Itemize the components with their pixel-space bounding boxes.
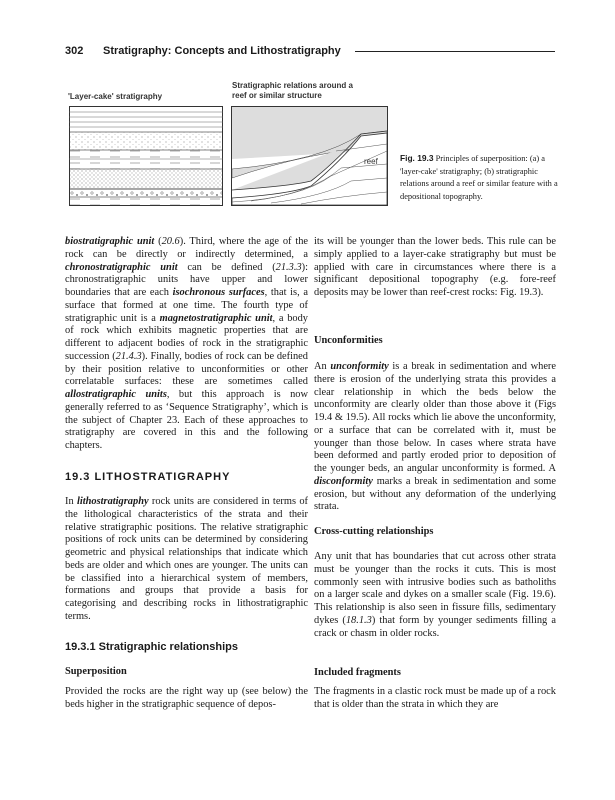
paragraph [65,236,308,453]
subheading-included-fragments: Included fragments [314,667,401,678]
text-run: , but this approach is now generally referred to as ‘Sequence Stratigraphy’, which is the subject of Chapter 23. Each of these approaches to stratigraphy are covered in this and the following chapters. [65,389,308,451]
caption-label: Fig. 19.3 [400,153,434,163]
paragraph [65,496,308,624]
layer-cake-diagram [69,106,224,207]
key-term: allostratigraphic units [65,389,167,400]
paragraph [65,686,308,712]
text-run: its will be younger than the lower beds. This rule can be simply applied to a layer-cake stratigraphy but must be applied with care in circumstances where there is a significant depositional topography (e.g. fore-reef deposits may be lower than reef-crest rocks: Fig. 19.3). [314,236,556,298]
key-term: unconformity [330,361,389,372]
section-heading: 19.3 LITHOSTRATIGRAPHY [65,471,231,483]
text-run: , that is, a surface that formed at one time. The fourth type of stratigraphic unit is a [65,287,308,324]
paragraph [314,361,556,514]
key-term: lithostratigraphy [76,496,149,507]
key-term: disconformity [314,475,373,487]
text-run: In [65,496,77,507]
figure-panel-a-title: 'Layer-cake' stratigraphy [68,92,163,101]
panel-b-title-line: reef or similar structure [232,91,322,100]
paragraph [314,686,556,712]
text-run: ). Finally, bodies of rock can be defined by their position relative to unconformities or other correlatable surfaces: these are sometimes called [65,350,308,388]
text-run: An [314,361,331,372]
text-run: ): chronostratigraphic units have upper and lower boundaries that are each [65,261,308,298]
header-rule [355,51,555,52]
caption-text: Principles of superposition: (a) a 'layer-cake' stratigraphy; (b) stratigraphic relations around a reef or similar feature with a depositional topography. [400,154,558,201]
text-run: Provided the rocks are the right way up (see below) the beds higher in the stratigraphic sequence of depos- [65,686,308,710]
text-run: marks a break in sedimentation and some erosion, but without any deformation of the underlying strata. [314,475,556,513]
subheading-unconformities: Unconformities [314,335,383,346]
text-run: ) that form by younger sediments filling a crack or chasm in older rocks. [314,614,556,639]
text-run: is a break in sedimentation and where there is erosion of the underlying strata this provides a clear relationship in which the beds below the unconformity are clearly older than those above it (Figs 19.4 & 19.5). All rocks which lie above the unconformity, or a surface that can be correlated with it, must be younger than those below. In cases where strata have been deformed and partly eroded prior to deposition of the younger beds, an angular unconformity is formed. A [314,361,557,474]
text-run: , a body of rock which exhibits magnetic properties that are different to adjacent bodies of rock in the stratigraphic succession ( [65,312,309,362]
text-run: can be defined ( [177,261,276,273]
page-number: 302 [65,45,84,57]
reef-diagram [231,106,389,207]
figure-caption [400,152,560,203]
section-reference: 20.6 [161,236,180,247]
section-reference: 18.1.3 [345,614,372,626]
subsection-heading: 19.3.1 Stratigraphic relationships [65,641,239,653]
panel-b-title-line: Stratigraphic relations around a [232,81,353,90]
key-term: biostratigraphic unit [65,236,155,247]
running-title: Stratigraphy: Concepts and Lithostratigraphy [103,45,341,57]
reef-label: reef [364,157,378,166]
text-run: The fragments in a clastic rock must be made up of a rock that is older than the strata in which they are [314,686,556,710]
subheading-superposition: Superposition [65,666,127,677]
text-run: ( [154,236,162,247]
subheading-cross-cutting: Cross-cutting relationships [314,526,434,537]
text-run: ). Third, where the age of the rock can be directly or indirectly determined, a [65,236,309,260]
key-term: magnetostratigraphic unit [159,312,273,324]
key-term: chronostratigraphic unit [65,261,178,273]
text-run: Any unit that has boundaries that cut across other strata must be younger than the rocks it cuts. This is most commonly seen with intrusive bodies such as batholiths on a larger scale and dykes on a smaller scale (Fig. 19.6). This relationship is also seen in fissure fills, sedimentary dykes ( [314,551,556,626]
text-run: rock units are considered in terms of the lithological characteristics of the strata and their relative stratigraphic positions. The relative stratigraphic positions of rock units can be determined by considering geometric and physical relationships that indicate which beds are older and which ones are younger. The units can be classified into a hierarchical system of members, formations and groups that provide a basis for categorising and describing rocks in lithostratigraphic terms. [65,496,308,622]
running-header [65,45,341,57]
key-term: isochronous surfaces [172,287,265,298]
paragraph [314,236,556,300]
section-reference: 21.3.3 [275,261,302,273]
paragraph [314,551,556,640]
figure-panel-b-title [232,81,353,101]
section-reference: 21.4.3 [115,350,142,362]
